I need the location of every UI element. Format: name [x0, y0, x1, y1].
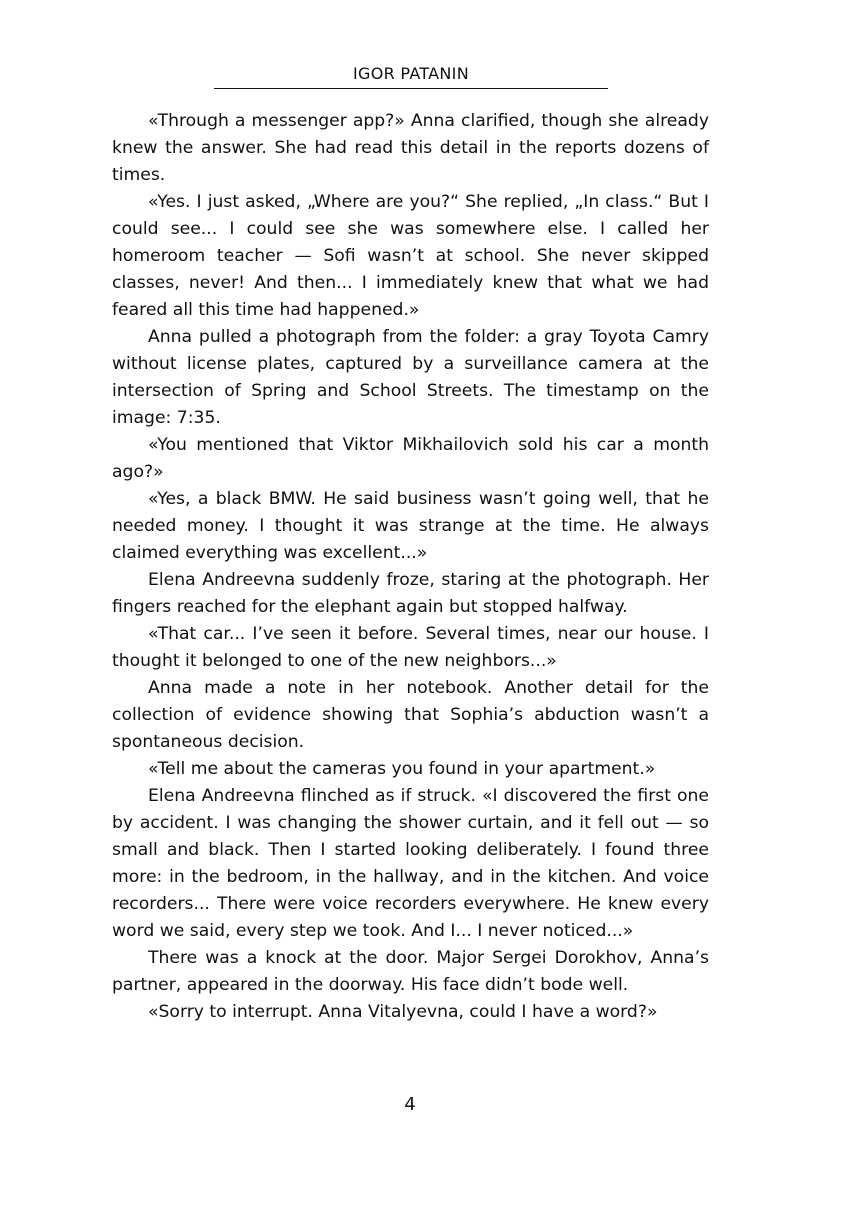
paragraph: «Sorry to interrupt. Anna Vitalyevna, could I have a word?» — [148, 1002, 658, 1022]
paragraph: «You mentioned that Viktor Mikhailovich sold his car a month ago?» — [112, 435, 709, 482]
paragraph: Anna made a note in her notebook. Another detail for the collection of evidence showing that Sophia’s abduction wasn’t a spontaneous decision. — [112, 678, 709, 752]
body-text — [112, 108, 709, 1026]
page-number: 4 — [404, 1094, 416, 1115]
paragraph: «Tell me about the cameras you found in your apartment.» — [148, 759, 656, 779]
paragraph: «Yes. I just asked, „Where are you?“ She replied, „In class.“ But I could see... I could see she was somewhere else. I called her homeroom teacher — Sofi wasn’t at school. She never skipped classes, never! And then... I immediately knew that what we had feared all this time had happened.» — [112, 192, 709, 320]
paragraph: Elena Andreevna flinched as if struck. «I discovered the first one by accident. I was changing the shower curtain, and it fell out — so small and black. Then I started looking deliberately. I found three more: in the bedroom, in the hallway, and in the kitchen. And voice recorders... There were voice recorders everywhere. He knew every word we said, every step we took. And I... I never noticed...» — [112, 786, 709, 941]
paragraph: There was a knock at the door. Major Sergei Dorokhov, Anna’s partner, appeared in the doorway. His face didn’t bode well. — [112, 948, 709, 995]
paragraph: Anna pulled a photograph from the folder: a gray Toyota Camry without license plates, captured by a surveillance camera at the intersection of Spring and School Streets. The timestamp on the image: 7:35. — [112, 327, 709, 428]
paragraph: Elena Andreevna suddenly froze, staring at the photograph. Her fingers reached for the elephant again but stopped halfway. — [112, 570, 709, 617]
paragraph: «Through a messenger app?» Anna clarified, though she already knew the answer. She had read this detail in the reports dozens of times. — [112, 111, 709, 185]
running-header — [214, 64, 608, 89]
paragraph: «Yes, a black BMW. He said business wasn’t going well, that he needed money. I thought it was strange at the time. He always claimed everything was excellent...» — [112, 489, 709, 563]
header-rule — [214, 88, 608, 89]
running-header-author: IGOR PATANIN — [353, 64, 469, 83]
paragraph: «That car... I’ve seen it before. Several times, near our house. I thought it belonged to one of the new neighbors...» — [112, 624, 709, 671]
